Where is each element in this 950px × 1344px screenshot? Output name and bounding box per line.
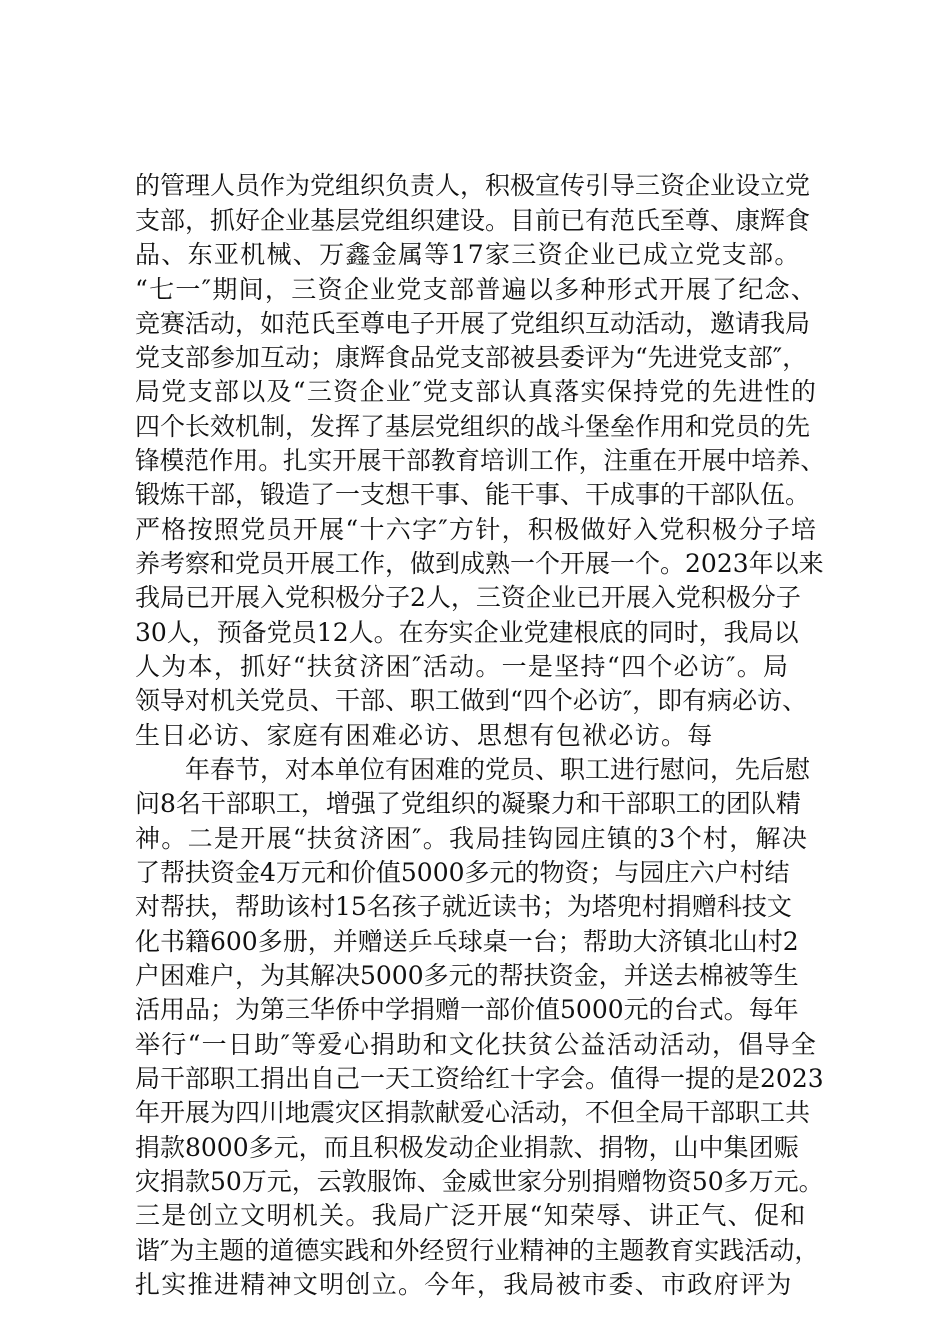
text-line: 支部，抓好企业基层党组织建设。目前已有范氏至尊、康辉食	[135, 206, 811, 235]
text-line: 举行“一日助″等爱心捐助和文化扶贫公益活动活动，倡导全	[135, 1030, 818, 1059]
text-line: 神。二是开展“扶贫济困″。我局挂钩园庄镇的3个村，解决	[135, 824, 809, 853]
text-line: 竞赛活动，如范氏至尊电子开展了党组织互动活动，邀请我局	[135, 309, 811, 338]
text-line: 30人，预备党员12人。在夯实企业党建根底的同时，我局以	[135, 618, 799, 647]
text-line: 四个长效机制，发挥了基层党组织的战斗堡垒作用和党员的先	[135, 412, 811, 441]
text-line: 局党支部以及“三资企业″党支部认真落实保持党的先进性的	[135, 377, 818, 406]
text-line: 谐″为主题的道德实践和外经贸行业精神的主题教育实践活动，	[135, 1236, 820, 1265]
text-line: 年春节，对本单位有困难的党员、职工进行慰问，先后慰	[135, 755, 811, 784]
text-line: 生日必访、家庭有困难必访、思想有包袱必访。每	[135, 721, 714, 750]
text-line: “七一″期间，三资企业党支部普遍以多种形式开展了纪念、	[135, 275, 818, 304]
text-line: 锻炼干部，锻造了一支想干事、能干事、干成事的干部队伍。	[135, 480, 811, 509]
text-line: 捐款8000多元，而且积极发动企业捐款、捐物，山中集团赈	[135, 1133, 799, 1162]
text-line: 扎实推进精神文明创立。今年，我局被市委、市政府评为	[135, 1270, 793, 1299]
text-line: 活用品；为第三华侨中学捐赠一部价值5000元的台式。每年	[135, 995, 799, 1024]
text-line: 锋模范作用。扎实开展干部教育培训工作，注重在开展中培养、	[135, 446, 826, 475]
text-line: 三是创立文明机关。我局广泛开展“知荣辱、讲正气、促和	[135, 1201, 807, 1230]
text-line: 党支部参加互动；康辉食品党支部被县委评为“先进党支部″，	[135, 343, 808, 372]
text-line: 年开展为四川地震灾区捐款献爱心活动，不但全局干部职工共	[135, 1098, 811, 1127]
text-line: 养考察和党员开展工作，做到成熟一个开展一个。2023年以来	[135, 549, 824, 578]
text-line: 户困难户，为其解决5000多元的帮扶资金，并送去棉被等生	[135, 961, 799, 990]
text-line: 了帮扶资金4万元和价值5000多元的物资；与园庄六户村结	[135, 858, 790, 887]
text-line: 我局已开展入党积极分子2人，三资企业已开展入党积极分子	[135, 583, 801, 612]
text-line: 人为本，抓好“扶贫济困″活动。一是坚持“四个必访″。局	[135, 652, 790, 681]
text-line: 局干部职工捐出自己一天工资给红十字会。值得一提的是2023	[135, 1064, 824, 1093]
text-line: 品、东亚机械、万鑫金属等17家三资企业已成立党支部。	[135, 240, 801, 269]
text-line: 的管理人员作为党组织负责人，积极宣传引导三资企业设立党	[135, 171, 811, 200]
text-line: 对帮扶，帮助该村15名孩子就近读书；为塔兜村捐赠科技文	[135, 892, 792, 921]
text-line: 领导对机关党员、干部、职工做到“四个必访″，即有病必访、	[135, 686, 808, 715]
text-line: 问8名干部职工，增强了党组织的凝聚力和干部职工的团队精	[135, 789, 801, 818]
text-line: 灾捐款50万元，云敦服饰、金威世家分别捐赠物资50多万元。	[135, 1167, 824, 1196]
text-line: 化书籍600多册，并赠送乒乓球桌一台；帮助大济镇北山村2	[135, 927, 799, 956]
text-line: 严格按照党员开展“十六字″方针，积极做好入党积极分子培	[135, 515, 818, 544]
